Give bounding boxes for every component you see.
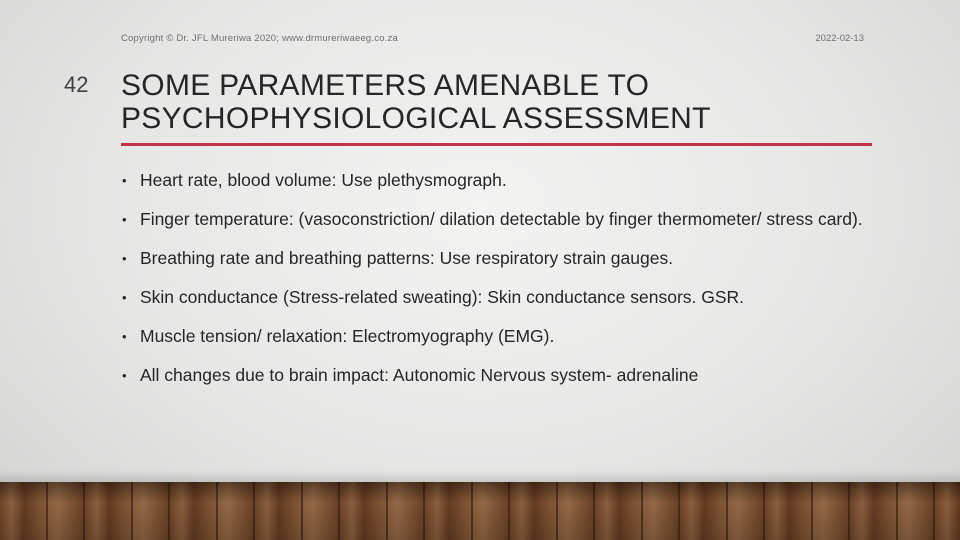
slide-date: 2022-02-13 bbox=[815, 33, 864, 44]
slide-title: SOME PARAMETERS AMENABLE TO PSYCHOPHYSIOLOGICAL ASSESSMENT bbox=[121, 69, 711, 135]
wall-floor-shadow bbox=[0, 470, 960, 482]
bullet-text: Skin conductance (Stress-related sweating): Skin conductance sensors. GSR. bbox=[140, 287, 745, 307]
bullet-text: Heart rate, blood volume: Use plethysmograph. bbox=[140, 170, 507, 190]
bullet-icon: • bbox=[122, 329, 127, 344]
title-underline-rule bbox=[121, 143, 872, 146]
bullet-text: Breathing rate and breathing patterns: Use respiratory strain gauges. bbox=[140, 248, 674, 268]
bullet-text: Muscle tension/ relaxation: Electromyography (EMG). bbox=[140, 326, 555, 346]
bullet-item bbox=[121, 244, 866, 273]
bullet-item bbox=[121, 205, 866, 234]
bullet-list bbox=[121, 166, 866, 400]
bullet-text: All changes due to brain impact: Autonomic Nervous system- adrenaline bbox=[140, 365, 699, 385]
bullet-icon: • bbox=[122, 368, 127, 383]
bullet-icon: • bbox=[122, 290, 127, 305]
slide-number: 42 bbox=[64, 72, 89, 97]
bullet-item bbox=[121, 166, 866, 195]
bullet-icon: • bbox=[122, 212, 127, 227]
bullet-item bbox=[121, 283, 866, 312]
bullet-text: Finger temperature: (vasoconstriction/ dilation detectable by finger thermometer/ stress card). bbox=[140, 209, 863, 229]
floor-shading bbox=[0, 482, 960, 540]
bullet-item bbox=[121, 322, 866, 351]
bullet-icon: • bbox=[122, 251, 127, 266]
bullet-item bbox=[121, 361, 866, 390]
bullet-icon: • bbox=[122, 173, 127, 188]
copyright-notice: Copyright © Dr. JFL Mureriwa 2020; www.drmureriwaeeg.co.za bbox=[121, 33, 398, 44]
